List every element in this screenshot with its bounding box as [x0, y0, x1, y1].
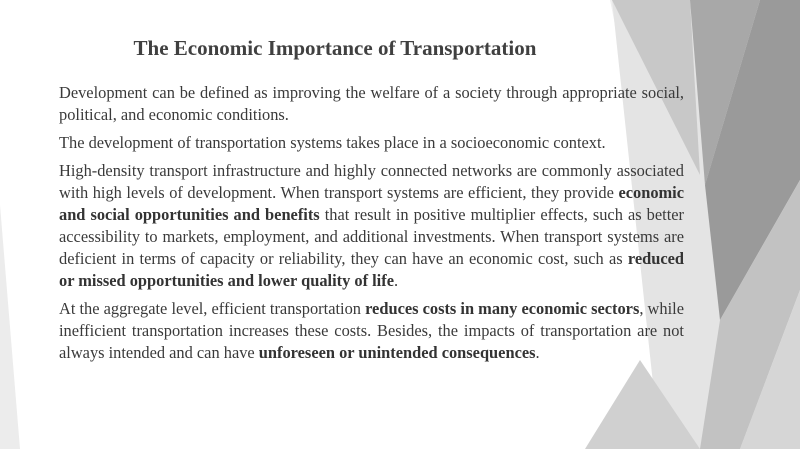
paragraph-text: High-density transport infrastructure and highly connected networks are commonly associated with high levels of development. When transport systems are efficient, they provide — [59, 161, 684, 202]
left-decor-shape — [0, 205, 20, 449]
bold-phrase: unforeseen or unintended consequences — [258, 343, 536, 362]
paragraph-aggregate-level — [59, 298, 684, 364]
bold-phrase: economic and social opportunities and benefits — [59, 183, 684, 224]
paragraph-text: Development can be defined as improving the welfare of a society through appropriate social, political, and economic conditions. — [59, 83, 684, 124]
slide-title: The Economic Importance of Transportation — [133, 36, 537, 60]
paragraph-text: that result in positive multiplier effects, such as better accessibility to markets, employment, and additional investments. When transport systems are deficient in terms of capacity or reliability, they can have an economic cost, such as — [59, 205, 684, 268]
paragraph-text: , while inefficient transportation increases these costs. Besides, the impacts of transportation are not always intended and can have — [59, 299, 684, 362]
paragraph-text: At the aggregate level, efficient transportation — [59, 299, 366, 318]
bold-phrase: reduces costs in many economic sectors — [365, 299, 640, 318]
slide-body — [59, 82, 684, 370]
paragraph-development-definition — [59, 82, 684, 126]
paragraph-text: . — [393, 271, 399, 290]
paragraph-socioeconomic-context — [59, 132, 684, 154]
paragraph-infrastructure-effects — [59, 160, 684, 292]
paragraph-text: The development of transportation systems takes place in a socioeconomic context. — [59, 133, 606, 152]
paragraph-text: . — [535, 343, 540, 362]
bold-phrase: reduced or missed opportunities and lower quality of life — [59, 249, 684, 290]
